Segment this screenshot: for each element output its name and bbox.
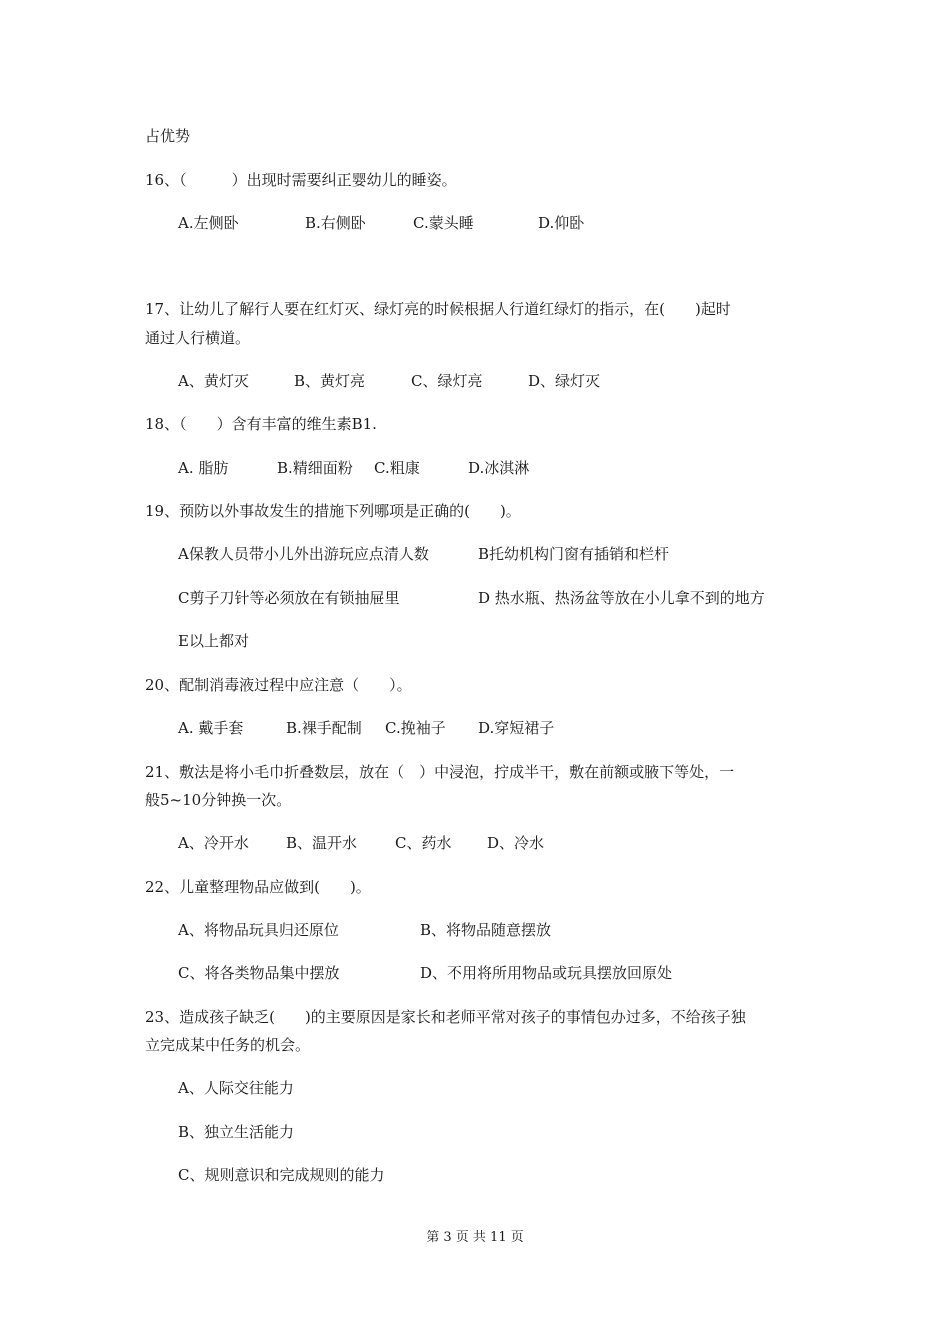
question-17-line-1: 17、让幼儿了解行人要在红灯灭、绿灯亮的时候根据人行道红绿灯的指示，在( )起时 <box>145 300 731 318</box>
q20-option-c: C.挽袖子 <box>385 719 446 737</box>
question-17-line-2: 通过人行横道。 <box>145 329 251 347</box>
q16-option-c: C.蒙头睡 <box>413 214 474 232</box>
q17-option-a: A、黄灯灭 <box>178 372 249 390</box>
page-number: 第 3 页 共 11 页 <box>426 1230 524 1245</box>
q16-option-b: B.右侧卧 <box>305 214 366 232</box>
question-23-line-1: 23、造成孩子缺乏( )的主要原因是家长和老师平常对孩子的事情包办过多，不给孩子独 <box>145 1008 746 1026</box>
q17-option-b: B、黄灯亮 <box>294 372 366 390</box>
q19-option-e: E以上都对 <box>178 632 249 650</box>
q19-option-d: D 热水瓶、热汤盆等放在小儿拿不到的地方 <box>478 589 765 607</box>
q22-option-b: B、将物品随意摆放 <box>420 921 552 939</box>
q23-option-a: A、人际交往能力 <box>178 1079 294 1097</box>
q22-option-a: A、将物品玩具归还原位 <box>178 921 339 939</box>
q18-option-d: D.冰淇淋 <box>468 459 530 477</box>
q18-option-c: C.粗康 <box>374 459 420 477</box>
q20-option-b: B.裸手配制 <box>286 719 362 737</box>
q17-option-d: D、绿灯灭 <box>528 372 601 390</box>
q17-option-c: C、绿灯亮 <box>411 372 483 390</box>
question-18: 18、（ ）含有丰富的维生素B1. <box>145 415 377 433</box>
q21-option-c: C、药水 <box>395 834 452 852</box>
q23-option-b: B、独立生活能力 <box>178 1123 295 1141</box>
question-16: 16、（ ）出现时需要纠正婴幼儿的睡姿。 <box>145 171 457 189</box>
question-19: 19、预防以外事故发生的措施下列哪项是正确的( )。 <box>145 502 521 520</box>
q19-option-b: B托幼机构门窗有插销和栏杆 <box>478 545 670 563</box>
q21-option-a: A、冷开水 <box>178 834 249 852</box>
question-20: 20、配制消毒液过程中应注意（ ）。 <box>145 676 412 694</box>
q18-option-a: A. 脂肪 <box>178 459 229 477</box>
question-22: 22、儿童整理物品应做到( )。 <box>145 878 371 896</box>
q22-option-c: C、将各类物品集中摆放 <box>178 964 340 982</box>
q16-option-a: A.左侧卧 <box>178 214 239 232</box>
q20-option-d: D.穿短裙子 <box>478 719 555 737</box>
q21-option-b: B、温开水 <box>286 834 358 852</box>
q20-option-a: A. 戴手套 <box>178 719 244 737</box>
question-23-line-2: 立完成某中任务的机会。 <box>145 1036 311 1054</box>
question-21-line-1: 21、敷法是将小毛巾折叠数层，放在（ ）中浸泡，拧成半干，敷在前额或腋下等处，一 <box>145 763 735 781</box>
q16-option-d: D.仰卧 <box>538 214 585 232</box>
q23-option-c: C、规则意识和完成规则的能力 <box>178 1166 385 1184</box>
continuation-text: 占优势 <box>145 127 191 145</box>
q22-option-d: D、不用将所用物品或玩具摆放回原处 <box>420 964 673 982</box>
q19-option-a: A保教人员带小儿外出游玩应点清人数 <box>178 545 429 563</box>
q18-option-b: B.精细面粉 <box>277 459 353 477</box>
question-21-line-2: 般5~10分钟换一次。 <box>145 791 292 809</box>
q19-option-c: C剪子刀针等必须放在有锁抽屉里 <box>178 589 400 607</box>
q21-option-d: D、冷水 <box>487 834 545 852</box>
